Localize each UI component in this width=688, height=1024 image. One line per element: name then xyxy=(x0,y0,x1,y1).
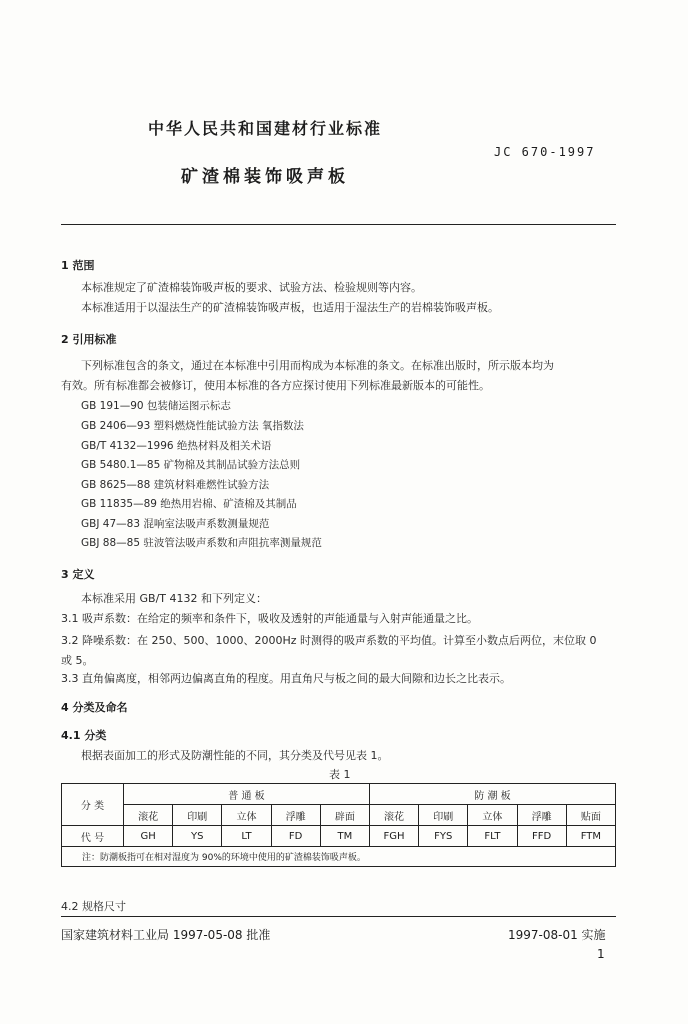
code-cell: FLT xyxy=(468,826,517,847)
reference-item: GB 5480.1—85 矿物棉及其制品试验方法总则 xyxy=(81,459,301,471)
type-cell: 浮雕 xyxy=(517,805,566,826)
table-1 xyxy=(61,783,616,867)
subsection-4-1-heading: 4.1 分类 xyxy=(61,729,107,742)
code-cell: LT xyxy=(222,826,271,847)
definition-3-2-line-1: 3.2 降噪系数：在 250、500、1000、2000Hz 时测得的吸声系数的平均值。计算至小数点后两位，末位取 0 xyxy=(61,634,597,647)
reference-item: GB/T 4132—1996 绝热材料及相关术语 xyxy=(81,440,272,452)
code-cell: FD xyxy=(271,826,320,847)
reference-item: GB 8625—88 建筑材料难燃性试验方法 xyxy=(81,479,270,491)
group-header-normal: 普 通 板 xyxy=(124,784,370,805)
code-cell: FGH xyxy=(369,826,418,847)
type-cell: 立体 xyxy=(222,805,271,826)
effective-date: 1997-08-01 实施 xyxy=(508,928,606,942)
type-cell: 立体 xyxy=(468,805,517,826)
subsection-4-1-text: 根据表面加工的形式及防潮性能的不同，其分类及代号见表 1。 xyxy=(81,749,389,762)
section-1-heading: 1 范围 xyxy=(61,259,95,272)
section-4-heading: 4 分类及命名 xyxy=(61,701,128,714)
section-1-para-1: 本标准规定了矿渣棉装饰吸声板的要求、试验方法、检验规则等内容。 xyxy=(81,281,422,294)
reference-item: GBJ 47—83 混响室法吸声系数测量规范 xyxy=(81,518,270,530)
group-header-moisture: 防 潮 板 xyxy=(369,784,615,805)
row-label-code: 代 号 xyxy=(62,826,124,847)
subsection-4-2-heading: 4.2 规格尺寸 xyxy=(61,900,126,913)
table-1-note: 注：防潮板指可在相对湿度为 90%的环境中使用的矿渣棉装饰吸声板。 xyxy=(62,847,616,867)
code-cell: FFD xyxy=(517,826,566,847)
document-title: 矿渣棉装饰吸声板 xyxy=(181,167,349,187)
code-cell: YS xyxy=(173,826,222,847)
code-cell: FYS xyxy=(419,826,468,847)
type-cell: 印刷 xyxy=(419,805,468,826)
reference-item: GB 2406—93 塑料燃烧性能试验方法 氧指数法 xyxy=(81,420,304,432)
type-cell: 贴面 xyxy=(566,805,615,826)
type-cell: 滚花 xyxy=(124,805,173,826)
standard-code: JC 670-1997 xyxy=(494,145,596,159)
section-3-heading: 3 定义 xyxy=(61,568,95,581)
approval-line: 国家建筑材料工业局 1997-05-08 批准 xyxy=(61,928,271,942)
section-2-intro-line-1: 下列标准包含的条文，通过在本标准中引用而构成为本标准的条文。在标准出版时，所示版本均为 xyxy=(81,359,554,372)
footer-rule xyxy=(61,916,616,917)
reference-item: GB 11835—89 绝热用岩棉、矿渣棉及其制品 xyxy=(81,498,297,510)
issuing-organization: 中华人民共和国建材行业标准 xyxy=(148,119,383,138)
type-cell: 印刷 xyxy=(173,805,222,826)
definition-3-1: 3.1 吸声系数：在给定的频率和条件下，吸收及透射的声能通量与入射声能通量之比。 xyxy=(61,612,478,625)
definition-3-2-line-2: 或 5。 xyxy=(61,654,94,667)
reference-item: GB 191—90 包装储运图示标志 xyxy=(81,400,231,412)
definition-3-3: 3.3 直角偏离度，相邻两边偏离直角的程度。用直角尺与板之间的最大间隙和边长之比表示。 xyxy=(61,672,511,685)
section-2-heading: 2 引用标准 xyxy=(61,333,117,346)
type-cell: 辟面 xyxy=(320,805,369,826)
header-rule xyxy=(61,224,616,225)
row-label-class: 分 类 xyxy=(62,784,124,826)
type-cell: 浮雕 xyxy=(271,805,320,826)
code-cell: TM xyxy=(320,826,369,847)
table-1-caption: 表 1 xyxy=(329,768,351,781)
section-1-para-2: 本标准适用于以湿法生产的矿渣棉装饰吸声板，也适用于湿法生产的岩棉装饰吸声板。 xyxy=(81,301,499,314)
code-cell: FTM xyxy=(566,826,615,847)
page-number: 1 xyxy=(597,947,605,961)
section-2-intro-line-2: 有效。所有标准都会被修订，使用本标准的各方应探讨使用下列标准最新版本的可能性。 xyxy=(61,379,490,392)
code-cell: GH xyxy=(124,826,173,847)
reference-item: GBJ 88—85 驻波管法吸声系数和声阻抗率测量规范 xyxy=(81,537,322,549)
section-3-intro: 本标准采用 GB/T 4132 和下列定义： xyxy=(81,592,267,605)
type-cell: 滚花 xyxy=(369,805,418,826)
